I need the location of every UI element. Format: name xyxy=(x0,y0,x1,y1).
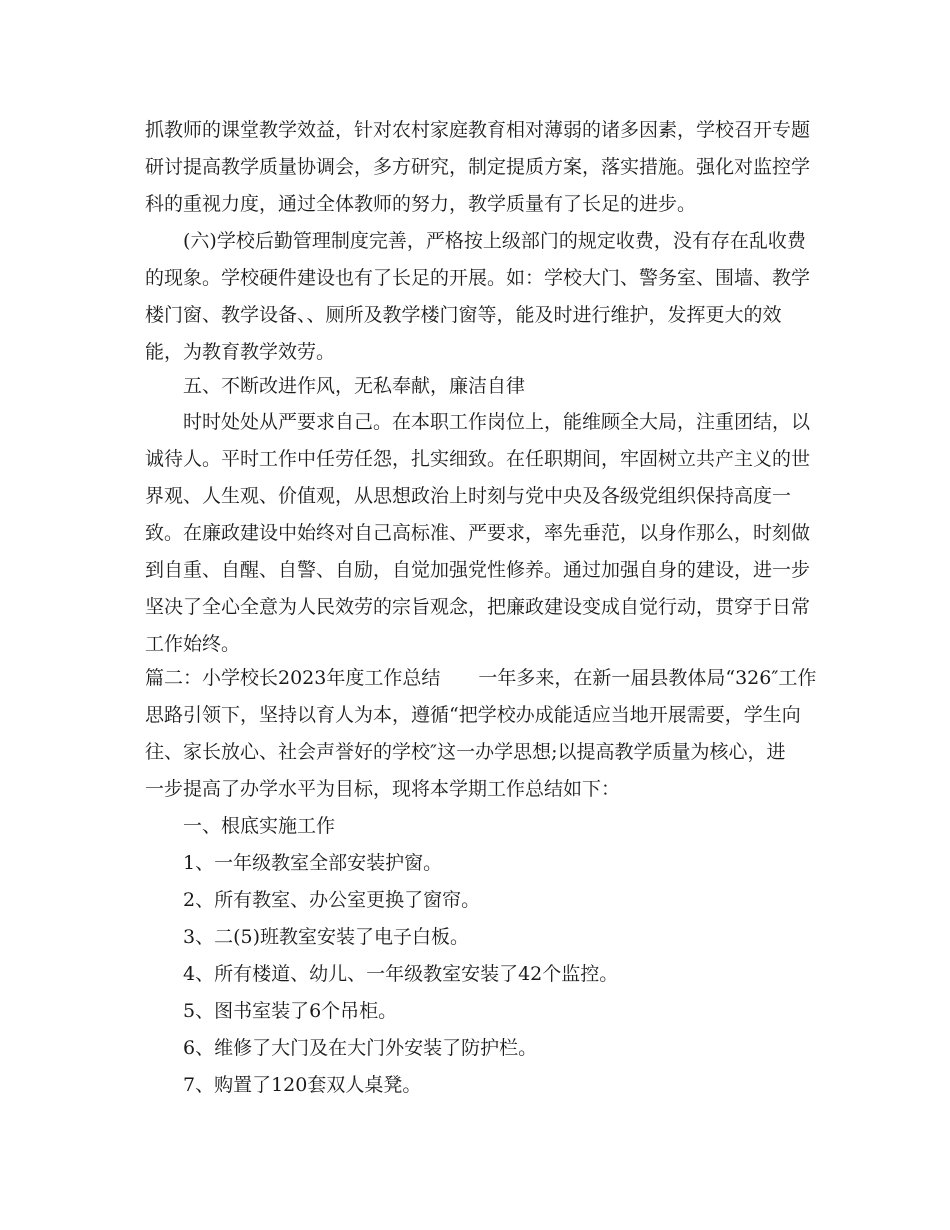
list-item: 5、图书室装了6个吊柜。 xyxy=(183,1000,398,1022)
list-item: 1、一年级教室全部安装护窗。 xyxy=(183,852,443,874)
text-line: 界观、人生观、价值观，从思想政治上时刻与党中央及各级党组织保持高度一 xyxy=(145,485,792,507)
text-line: 坚决了全心全意为人民效劳的宗旨观念，把廉政建设变成自觉行动，贯穿于日常 xyxy=(145,596,811,618)
text-line: 工作始终。 xyxy=(145,633,241,655)
text-line: 到自重、自醒、自警、自励，自觉加强党性修养。通过加强自身的建设，进一步 xyxy=(145,559,811,581)
list-item: 6、维修了大门及在大门外安装了防护栏。 xyxy=(183,1037,538,1059)
text-line: 一步提高了办学水平为目标，现将本学期工作总结如下： xyxy=(145,778,621,800)
text-line: 诚待人。平时工作中任劳任怨，扎实细致。在任职期间，牢固树立共产主义的世 xyxy=(145,448,811,470)
text-line: 往、家长放心、社会声誉好的学校″这一办学思想;以提高教学质量为核心，进 xyxy=(145,741,786,763)
text-line: (六)学校后勤管理制度完善，严格按上级部门的规定收费，没有存在乱收费 xyxy=(183,230,806,252)
text-line: 科的重视力度，通过全体教师的努力，教学质量有了长足的进步。 xyxy=(145,193,697,215)
list-item: 4、所有楼道、幼儿、一年级教室安装了42个监控。 xyxy=(183,963,619,985)
section-heading: 五、不断改进作风，无私奉献，廉洁自律 xyxy=(183,375,526,397)
text-line: 时时处处从严要求自己。在本职工作岗位上，能维顾全大局，注重团结，以 xyxy=(183,411,811,433)
list-item: 7、购置了120套双人桌凳。 xyxy=(183,1074,422,1096)
text-line: 楼门窗、教学设备、、厕所及教学楼门窗等，能及时进行维护，发挥更大的效 xyxy=(145,304,782,326)
text-line: 思路引领下，坚持以育人为本，遵循“把学校办成能适应当地开展需要，学生向 xyxy=(145,704,801,726)
text-line: 致。在廉政建设中始终对自己高标准、严要求，率先垂范，以身作那么，时刻做 xyxy=(145,522,811,544)
text-line: 抓教师的课堂教学效益，针对农村家庭教育相对薄弱的诸多因素，学校召开专题 xyxy=(145,119,811,141)
text-line: 研讨提高教学质量协调会，多方研究，制定提质方案，落实措施。强化对监控学 xyxy=(145,156,811,178)
text-line: 能，为教育教学效劳。 xyxy=(145,341,336,363)
list-item: 2、所有教室、办公室更换了窗帘。 xyxy=(183,889,481,911)
list-item: 3、二(5)班教室安装了电子白板。 xyxy=(183,926,470,948)
section-heading: 一、根底实施工作 xyxy=(183,815,336,837)
text-line: 的现象。学校硬件建设也有了长足的开展。如：学校大门、警务室、围墙、教学 xyxy=(145,267,811,289)
article-heading-line: 篇二：小学校长2023年度工作总结 一年多来，在新一届县教体局“326″工作 xyxy=(145,667,817,689)
